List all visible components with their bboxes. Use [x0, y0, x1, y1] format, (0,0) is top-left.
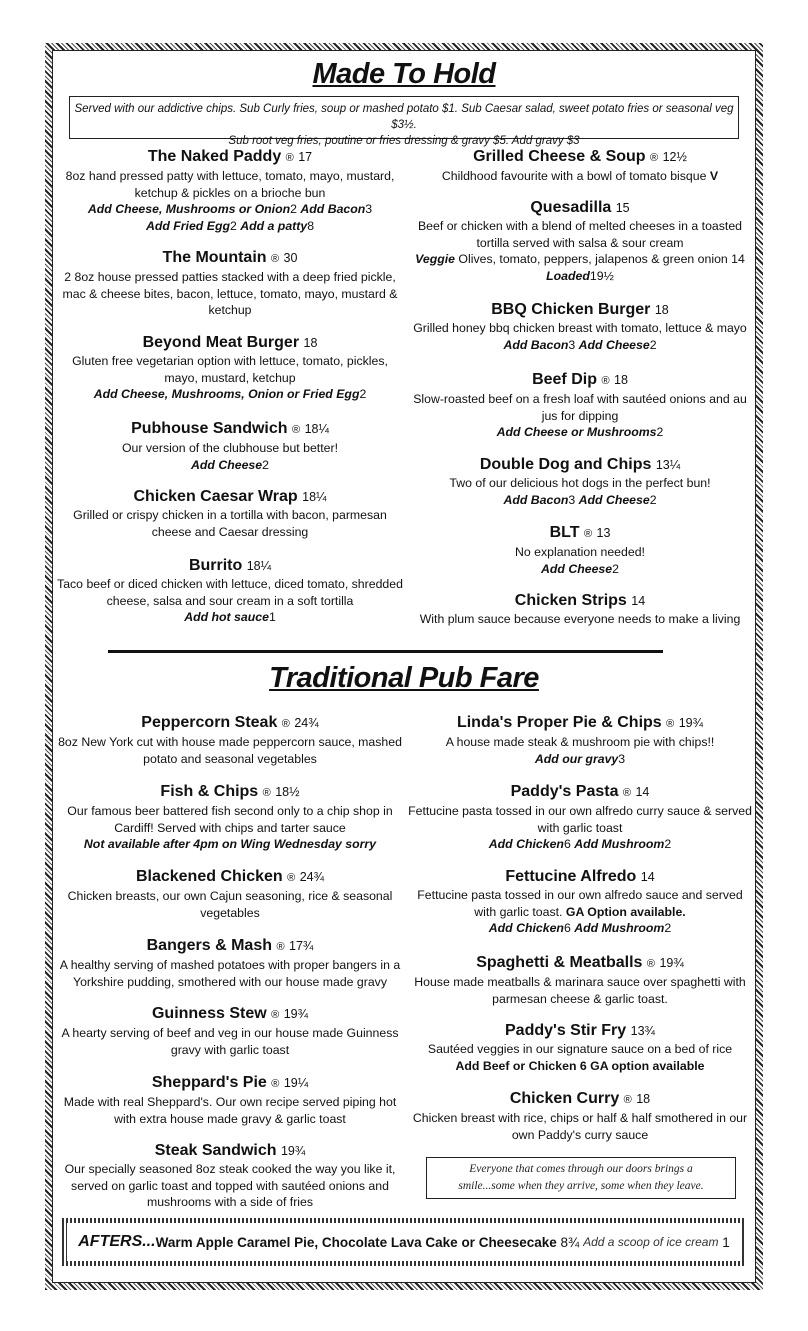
- section-title-made-to-hold: Made To Hold: [312, 58, 496, 90]
- item-name: Grilled Cheese & Soup: [473, 148, 646, 165]
- item-title: [55, 782, 405, 803]
- registered-icon: ®: [622, 787, 632, 799]
- item-name: Chicken Curry: [509, 1090, 620, 1107]
- registered-icon: ®: [601, 375, 610, 387]
- item-addons: [405, 492, 755, 509]
- item-name: The Naked Paddy: [147, 148, 282, 165]
- item-price: 13¼: [655, 458, 681, 472]
- sides-note-line: Served with our addictive chips. Sub Curly fries, soup or mashed potato $1. Sub Caesar salad, sweet potato fries or seasonal veg $3½.: [74, 103, 734, 131]
- addon-name: Add Cheese: [541, 561, 613, 576]
- item-description: [405, 1110, 755, 1143]
- item-addons: [405, 424, 755, 441]
- item-price: 14: [635, 785, 650, 799]
- item-addons: [55, 836, 405, 853]
- registered-icon: ®: [276, 941, 285, 953]
- addon-price: Olives, tomato, peppers, jalapenos & green onion 14: [455, 252, 745, 267]
- menu-item: [55, 1004, 405, 1058]
- item-description-text: Gluten free vegetarian option with lettuce, tomato, pickles, mayo, mustard, ketchup: [72, 354, 388, 385]
- registered-icon: ®: [646, 958, 655, 970]
- item-description: [55, 957, 405, 990]
- registered-icon: ®: [285, 152, 294, 164]
- addon-name: Veggie: [415, 252, 456, 267]
- addon-price: 6: [563, 921, 571, 936]
- item-description-text: Slow-roasted beef on a fresh loaf with sautéed onions and au jus for dipping: [413, 392, 747, 423]
- afters-label: AFTERS...: [78, 1233, 156, 1250]
- addon-price: 2: [359, 387, 367, 402]
- menu-item: [405, 1089, 755, 1143]
- item-addons: [405, 836, 755, 853]
- item-price: 24¾: [294, 716, 319, 730]
- addon-name: Add Cheese: [191, 457, 263, 472]
- item-name: BBQ Chicken Burger: [491, 301, 651, 318]
- item-description-text: Our version of the clubhouse but better!: [121, 441, 338, 455]
- item-name: Sheppard's Pie: [151, 1074, 267, 1091]
- addon-price: 6: [563, 837, 571, 852]
- item-description-text: Grilled or crispy chicken in a tortilla with bacon, parmesan cheese and Caesar dressing: [73, 508, 387, 539]
- item-description-text: Chicken breasts, our own Cajun seasoning, rice & seasonal vegetables: [67, 889, 393, 920]
- item-description: [55, 1094, 405, 1127]
- menu-item: [405, 455, 755, 508]
- item-description: [405, 974, 755, 1007]
- item-title: [405, 953, 755, 974]
- addon-name: Add hot sauce: [184, 610, 269, 625]
- addon-price: 19½: [589, 269, 614, 284]
- item-title: [55, 556, 405, 576]
- item-name: Beyond Meat Burger: [142, 334, 300, 351]
- menu-item: [55, 419, 405, 473]
- addon-name: Add Chicken: [488, 837, 564, 852]
- quote-box: [426, 1157, 736, 1199]
- item-title: [405, 1089, 755, 1110]
- item-title: [55, 419, 405, 440]
- item-name: Fish & Chips: [160, 783, 259, 800]
- item-name: Guinness Stew: [151, 1005, 267, 1022]
- item-description: [55, 888, 405, 921]
- vegetarian-mark: V: [709, 169, 719, 183]
- addon-name: Add Cheese or Mushrooms: [496, 425, 657, 440]
- registered-icon: ®: [666, 718, 675, 730]
- item-description: [55, 1161, 405, 1211]
- item-addons: [405, 337, 755, 354]
- quote-line: smile...some when they arrive, some when they leave.: [458, 1180, 704, 1192]
- item-title: [405, 370, 755, 391]
- item-description-text: 2 8oz house pressed patties stacked with a deep fried pickle, mac & cheese bites, bacon, lettuce, tomato, mayo, mustard & ketchup: [62, 270, 398, 318]
- item-description: [55, 507, 405, 540]
- item-title: [55, 713, 405, 734]
- item-description-text: Beef or chicken with a blend of melted cheeses in a toasted tortilla served with salsa & sour cream: [417, 219, 742, 250]
- item-price: 13: [596, 526, 611, 540]
- addon-price: 3: [568, 492, 576, 507]
- item-description-text: House made meatballs & marinara sauce over spaghetti with parmesan cheese & garlic toast.: [414, 975, 746, 1006]
- item-description-text: No explanation needed!: [515, 545, 645, 559]
- item-description-text: Fettucine pasta tossed in our own alfredo sauce and served with garlic toast.: [417, 888, 743, 919]
- addon-name: Add Cheese: [578, 337, 650, 352]
- item-title: [55, 936, 405, 957]
- addon-price: 2: [664, 921, 672, 936]
- item-price: 19¾: [659, 956, 684, 970]
- item-price: 19¾: [678, 716, 704, 730]
- menu-item: [55, 867, 405, 921]
- item-description: [405, 320, 755, 337]
- registered-icon: ®: [583, 528, 593, 540]
- addon-name: Add Chicken: [488, 921, 564, 936]
- item-description: [55, 440, 405, 457]
- item-name: Fettucine Alfredo: [505, 868, 637, 885]
- item-title: [55, 487, 405, 507]
- item-name: Peppercorn Steak: [141, 714, 278, 731]
- item-price: 18: [654, 303, 669, 317]
- item-price: 12½: [662, 150, 687, 164]
- menu-item: [405, 300, 755, 353]
- item-addons: [55, 386, 405, 403]
- afters-items: Warm Apple Caramel Pie, Chocolate Lava Cake or Cheesecake: [155, 1234, 557, 1250]
- registered-icon: ®: [281, 718, 290, 730]
- addon-name: Not available after 4pm on Wing Wednesday sorry: [83, 837, 377, 852]
- item-name: Blackened Chicken: [135, 868, 283, 885]
- item-description: [405, 1041, 755, 1058]
- item-description-text: Chicken breast with rice, chips or half & half smothered in our own Paddy's curry sauce: [412, 1111, 748, 1142]
- item-price: 15: [615, 201, 630, 215]
- menu-item: [55, 248, 405, 319]
- item-title: [405, 523, 755, 544]
- item-description: [55, 168, 405, 201]
- addon-name: Add Cheese: [578, 492, 650, 507]
- item-name: Double Dog and Chips: [479, 456, 652, 473]
- item-title: [55, 147, 405, 168]
- item-title: [405, 591, 755, 611]
- item-addons: [55, 457, 405, 474]
- item-title: [55, 867, 405, 888]
- addon-name: Add Bacon: [503, 337, 569, 352]
- menu-item: [405, 591, 755, 628]
- item-name: The Mountain: [162, 249, 267, 266]
- addon-price: 2: [664, 837, 672, 852]
- item-name: Paddy's Pasta: [510, 783, 619, 800]
- item-description: [55, 576, 405, 609]
- item-addons: [405, 251, 755, 268]
- item-name: Paddy's Stir Fry: [505, 1022, 627, 1039]
- afters-banner: [62, 1218, 746, 1266]
- menu-item: [55, 1073, 405, 1127]
- addon-price: 2: [649, 337, 657, 352]
- item-description: [55, 803, 405, 836]
- menu-item: [405, 523, 755, 577]
- item-name: BLT: [549, 524, 580, 541]
- sides-note-line: Sub root veg fries, poutine or fries dressing & gravy $5. Add gravy $3: [228, 135, 580, 147]
- item-title: [55, 333, 405, 353]
- registered-icon: ®: [292, 424, 301, 436]
- item-description: [405, 734, 755, 751]
- item-title: [405, 1021, 755, 1041]
- item-name: Beef Dip: [532, 371, 597, 388]
- afters-price: 8¾: [560, 1234, 580, 1250]
- item-price: 18: [303, 336, 318, 350]
- item-price: 14: [631, 594, 646, 608]
- item-description: [405, 544, 755, 561]
- item-title: [405, 713, 755, 734]
- addon-price: 2: [656, 425, 664, 440]
- item-name: Linda's Proper Pie & Chips: [456, 714, 662, 731]
- item-addons: [55, 201, 405, 218]
- menu-item: [55, 936, 405, 990]
- addon-price: 1: [268, 610, 276, 625]
- menu-item: [405, 782, 755, 853]
- item-price: 30: [283, 251, 298, 265]
- item-title: [405, 198, 755, 218]
- item-description-text: 8oz New York cut with house made peppercorn sauce, mashed potato and seasonal vegetables: [58, 735, 402, 766]
- item-description: [405, 611, 755, 628]
- item-name: Spaghetti & Meatballs: [476, 954, 643, 971]
- item-price: 14: [640, 870, 655, 884]
- item-name: Steak Sandwich: [154, 1142, 277, 1159]
- item-name: Burrito: [188, 557, 243, 574]
- menu-item: [405, 953, 755, 1007]
- menu-item: [405, 1021, 755, 1074]
- item-price: 18½: [275, 785, 300, 799]
- item-description-text: With plum sauce because everyone needs to make a living: [419, 612, 741, 626]
- item-description-text: Our famous beer battered fish second only to a chip shop in Cardiff! Served with chips and tarter sauce: [67, 804, 393, 835]
- menu-item: [55, 782, 405, 853]
- menu-item: [55, 713, 405, 767]
- menu-item: [405, 370, 755, 441]
- section-title-pub-fare: Traditional Pub Fare: [269, 662, 539, 694]
- item-addons: [405, 268, 755, 285]
- addon-name: Add Mushroom: [574, 921, 665, 936]
- item-price: 18¼: [302, 490, 327, 504]
- item-price: 17: [298, 150, 313, 164]
- menu-item: [405, 713, 755, 767]
- item-title: [405, 867, 755, 887]
- item-title: [55, 1141, 405, 1161]
- item-description: [55, 734, 405, 767]
- item-price: 17¾: [289, 939, 314, 953]
- section-divider: [108, 650, 663, 653]
- item-addons: [405, 920, 755, 937]
- item-description-text: Fettucine pasta tossed in our own alfredo curry sauce & served with garlic toast: [408, 804, 752, 835]
- menu-item: [55, 487, 405, 540]
- item-addons: [55, 218, 405, 235]
- item-title: [405, 455, 755, 475]
- item-name: Quesadilla: [530, 199, 612, 216]
- item-addons: [405, 751, 755, 768]
- registered-icon: ®: [287, 872, 296, 884]
- item-title: [405, 300, 755, 320]
- item-name: Bangers & Mash: [146, 937, 272, 954]
- afters-icecream-price: 1: [722, 1234, 730, 1250]
- addon-name: Add Bacon: [300, 202, 366, 217]
- registered-icon: ®: [270, 253, 280, 265]
- menu-item: [55, 147, 405, 235]
- item-description-text: A hearty serving of beef and veg in our house made Guinness gravy with garlic toast: [61, 1026, 399, 1057]
- item-description: [405, 475, 755, 492]
- registered-icon: ®: [262, 787, 271, 799]
- item-name: Chicken Strips: [514, 592, 627, 609]
- item-description: [405, 168, 755, 185]
- addon-price: 2: [649, 492, 657, 507]
- item-description-text: Taco beef or diced chicken with lettuce, diced tomato, shredded cheese, salsa and sour cream in a soft tortilla: [57, 577, 403, 608]
- item-description-text: Grilled honey bbq chicken breast with tomato, lettuce & mayo: [413, 321, 747, 335]
- item-description-text: A house made steak & mushroom pie with chips!!: [445, 735, 715, 749]
- addon-price: 2: [229, 219, 237, 234]
- item-option-note: GA Option available.: [565, 904, 686, 919]
- item-description-text: 8oz hand pressed patty with lettuce, tomato, mayo, mustard, ketchup & pickles on a brioche bun: [65, 169, 395, 200]
- item-description-text: Two of our delicious hot dogs in the perfect bun!: [449, 476, 711, 490]
- item-description: [55, 353, 405, 386]
- item-price: 18¼: [246, 559, 272, 573]
- addon-price: 3: [568, 337, 576, 352]
- sides-note: [69, 96, 739, 147]
- item-title: [55, 248, 405, 269]
- item-name: Chicken Caesar Wrap: [133, 488, 298, 505]
- item-option-note: Add Beef or Chicken 6 GA option available: [455, 1058, 705, 1073]
- afters-icecream: Add a scoop of ice cream: [583, 1235, 719, 1249]
- item-title: [405, 782, 755, 803]
- item-title: [405, 147, 755, 168]
- menu-item: [55, 333, 405, 403]
- item-price: 13¾: [630, 1024, 655, 1038]
- addon-name: Add Fried Egg: [145, 219, 230, 234]
- item-title: [55, 1004, 405, 1025]
- item-description: [55, 269, 405, 319]
- item-description: [405, 391, 755, 424]
- addon-price: 2: [612, 561, 619, 576]
- item-price: 19¾: [283, 1007, 309, 1021]
- addon-price: 2: [290, 202, 297, 217]
- menu-item: [55, 1141, 405, 1211]
- item-description: [55, 1025, 405, 1058]
- quote-line: Everyone that comes through our doors brings a: [469, 1163, 693, 1175]
- item-description: [405, 887, 755, 920]
- registered-icon: ®: [271, 1078, 280, 1090]
- item-description-text: A healthy serving of mashed potatoes with proper bangers in a Yorkshire pudding, smothered with our house made gravy: [59, 958, 401, 989]
- menu-item: [405, 867, 755, 937]
- item-description-text: Made with real Sheppard's. Our own recipe served piping hot with extra house made gravy & garlic toast: [63, 1095, 397, 1126]
- addon-price: 3: [365, 202, 373, 217]
- addon-name: Add Mushroom: [574, 837, 665, 852]
- item-price: 19¼: [283, 1076, 309, 1090]
- item-description-text: Our specially seasoned 8oz steak cooked the way you like it, served on garlic toast and topped with sautéed onions and mushrooms with a side of fries: [64, 1162, 396, 1210]
- addon-name: Add Cheese, Mushrooms, Onion or Fried Egg: [93, 387, 360, 402]
- addon-name: Add Cheese, Mushrooms or Onion: [87, 202, 291, 217]
- addon-price: 2: [262, 457, 269, 472]
- item-description: [405, 803, 755, 836]
- item-addons: [405, 561, 755, 578]
- item-addons: [55, 609, 405, 626]
- item-price: 18¼: [304, 422, 329, 436]
- addon-name: Add a patty: [240, 219, 308, 234]
- item-price: 18: [636, 1092, 651, 1106]
- addon-price: 3: [618, 751, 626, 766]
- addon-name: Add Bacon: [503, 492, 569, 507]
- item-title: [55, 1073, 405, 1094]
- item-name: Pubhouse Sandwich: [131, 420, 288, 437]
- item-price: 19¾: [280, 1144, 306, 1158]
- menu-item: [405, 147, 755, 185]
- item-description: [405, 218, 755, 251]
- item-description-text: Sautéed veggies in our signature sauce on a bed of rice: [427, 1042, 733, 1056]
- menu-item: [55, 556, 405, 626]
- item-description-text: Childhood favourite with a bowl of tomato bisque: [441, 169, 707, 183]
- item-price: 24¾: [299, 870, 325, 884]
- addon-name: Add our gravy: [534, 751, 619, 766]
- item-price: 18: [614, 373, 628, 387]
- addon-price: 8: [307, 219, 315, 234]
- registered-icon: ®: [271, 1009, 280, 1021]
- registered-icon: ®: [623, 1094, 632, 1106]
- registered-icon: ®: [650, 152, 659, 164]
- addon-name: Loaded: [546, 269, 590, 284]
- menu-item: [405, 198, 755, 285]
